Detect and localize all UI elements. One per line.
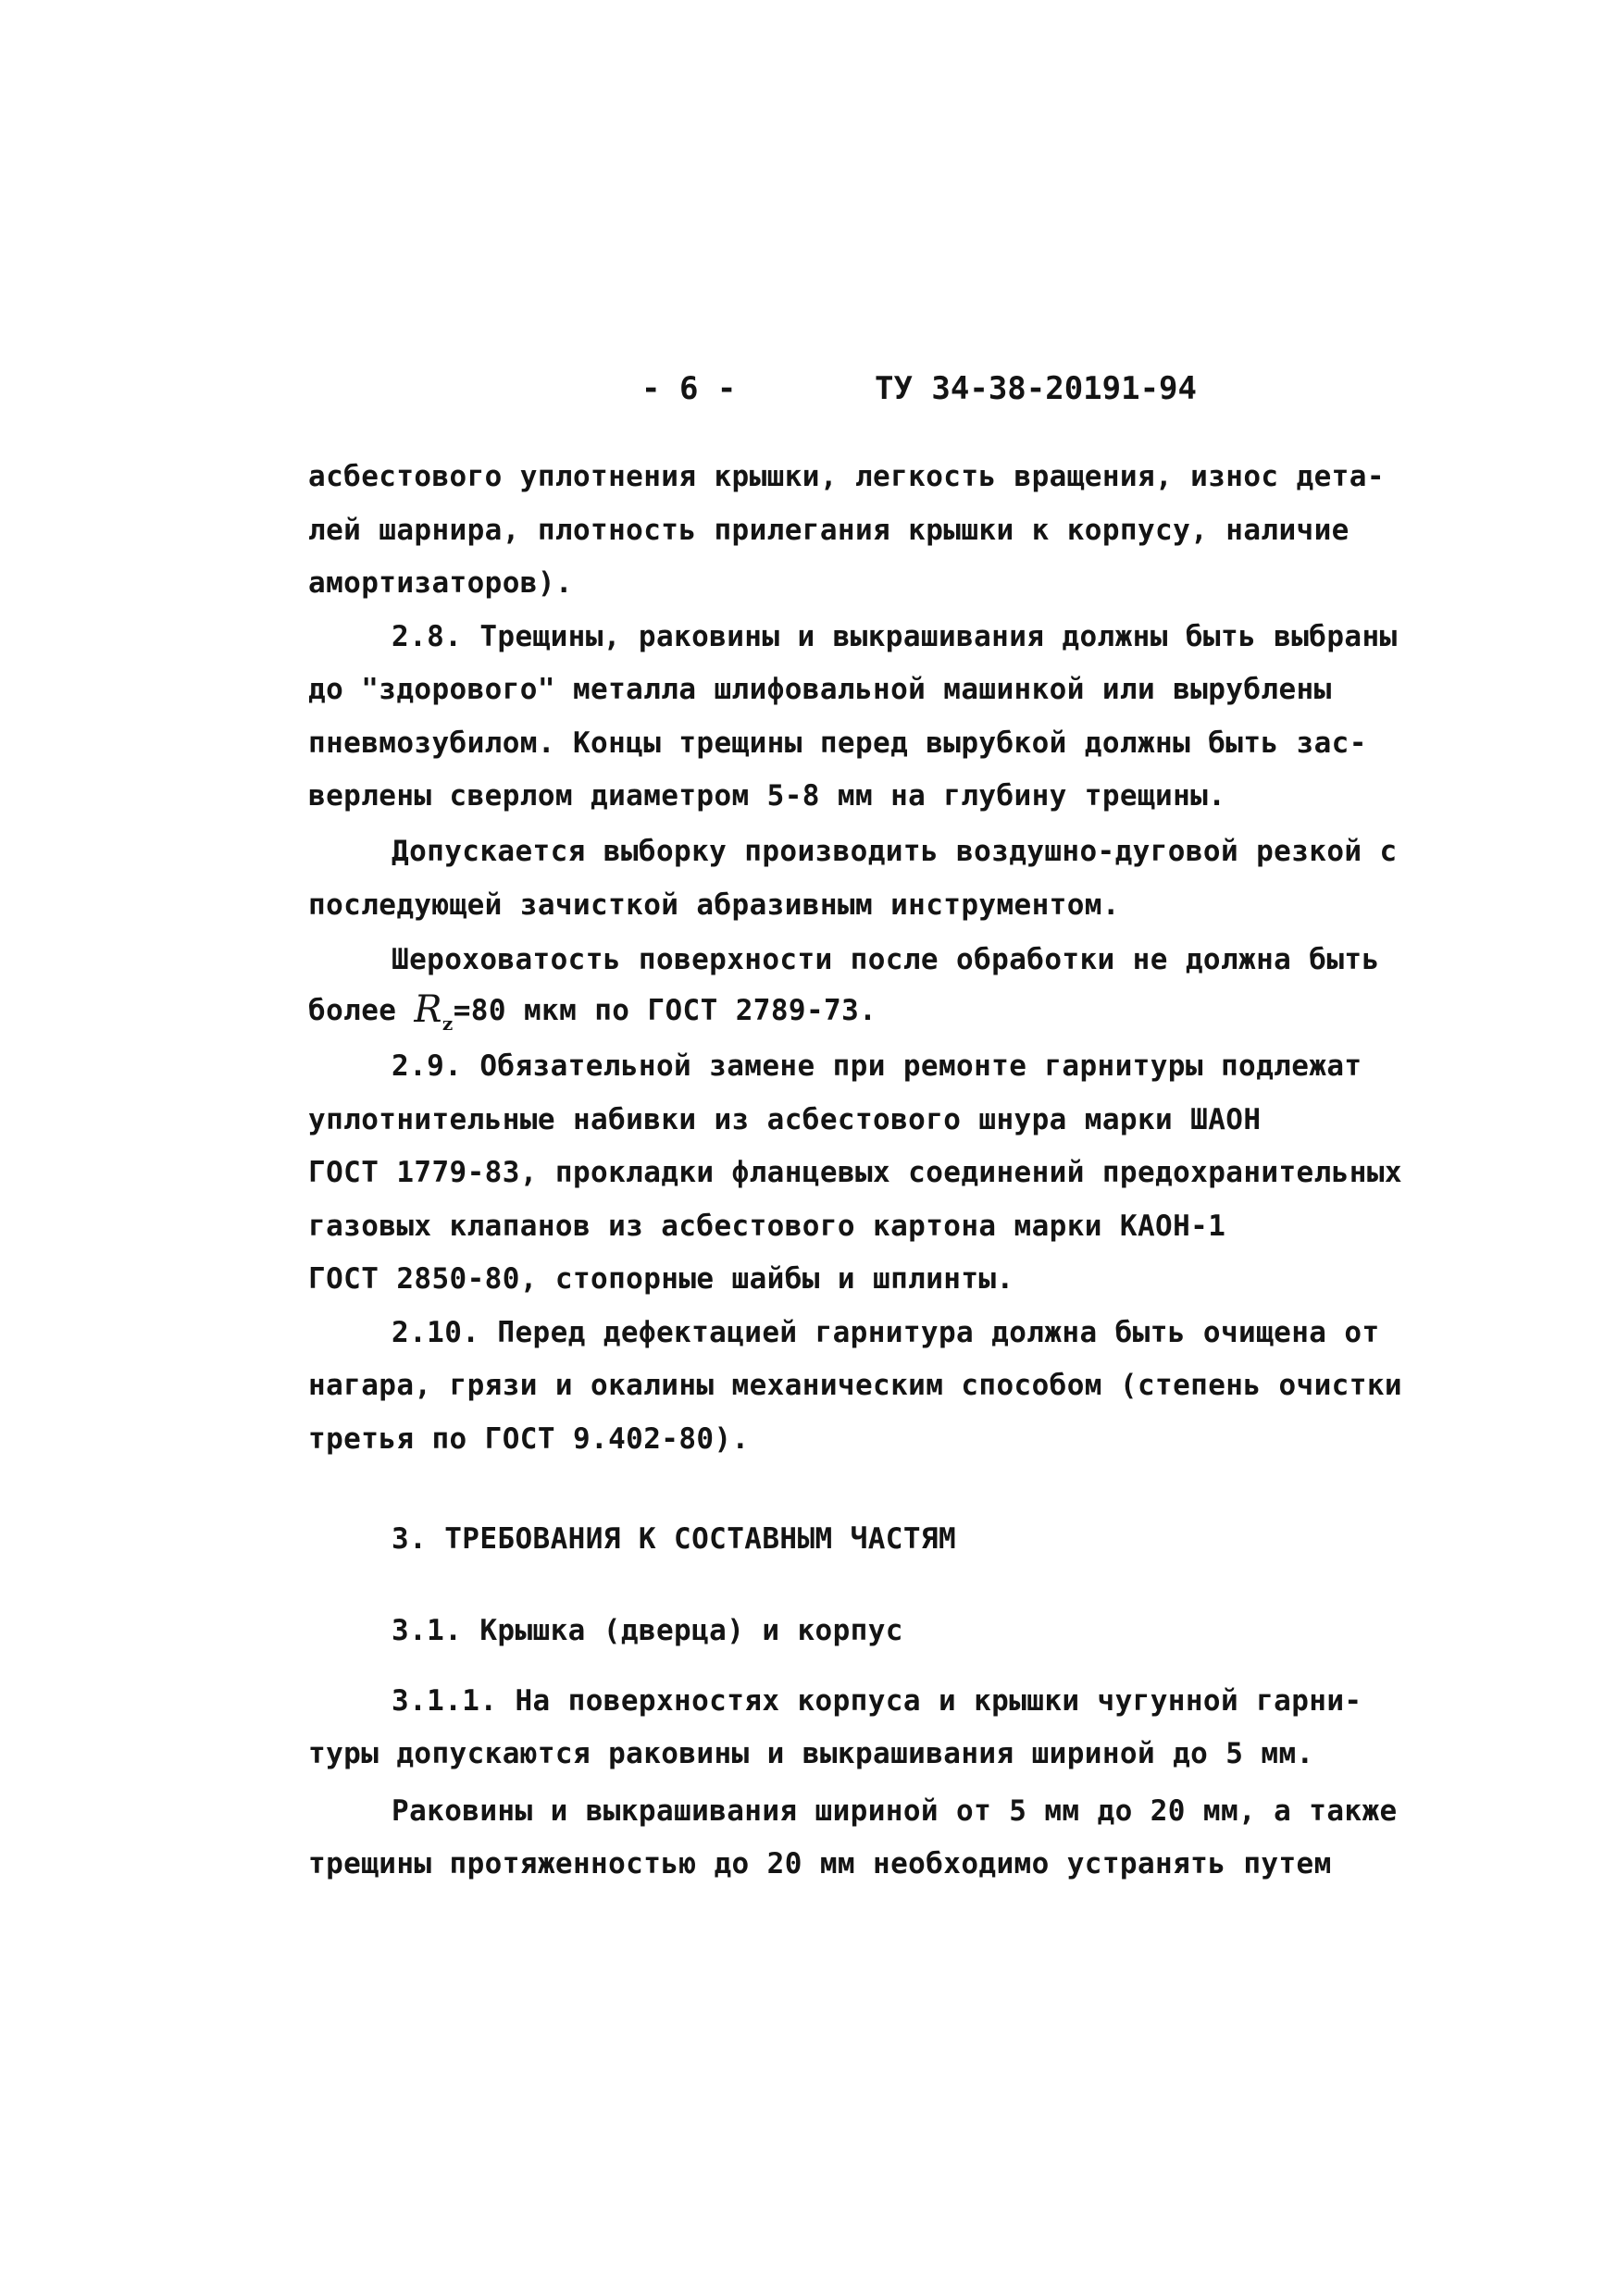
text-line: нагара, грязи и окалины механическим способом (степень очистки (308, 1369, 1402, 1402)
text-line: уплотнительные набивки из асбестового шнура марки ШАОН (308, 1103, 1262, 1136)
text-line: Шероховатость поверхности после обработки не должна быть (392, 943, 1380, 976)
text-line: пневмозубилом. Концы трещины перед вырубкой должны быть зас- (308, 726, 1367, 760)
text-line: ГОСТ 1779-83, прокладки фланцевых соединений предохранительных (308, 1156, 1402, 1189)
text-line: ГОСТ 2850-80, стопорные шайбы и шплинты. (308, 1262, 1014, 1296)
paragraph-3-1-1-start: 3.1.1. На поверхностях корпуса и крышки чугунной гарни- (392, 1684, 1362, 1718)
page-number: - 6 - (641, 370, 737, 407)
paragraph-2-9-start: 2.9. Обязательной замене при ремонте гарнитуры подлежат (392, 1049, 1362, 1083)
roughness-suffix: =80 мкм по ГОСТ 2789-73. (453, 994, 877, 1027)
text-line: лей шарнира, плотность прилегания крышки к корпусу, наличие (308, 514, 1350, 547)
text-line: до "здорового" металла шлифовальной машинкой или вырублены (308, 673, 1332, 706)
paragraph-2-10-start: 2.10. Перед дефектацией гарнитура должна быть очищена от (392, 1316, 1380, 1349)
paragraph-2-8-start: 2.8. Трещины, раковины и выкрашивания должны быть выбраны (392, 620, 1398, 653)
text-line: трещины протяженностью до 20 мм необходимо устранять путем (308, 1847, 1332, 1880)
section-3-heading: 3. ТРЕБОВАНИЯ К СОСТАВНЫМ ЧАСТЯМ (392, 1522, 957, 1556)
roughness-symbol: $R_z$ (414, 988, 454, 1035)
subsection-3-1-heading: 3.1. Крышка (дверца) и корпус (392, 1614, 903, 1647)
text-line: асбестового уплотнения крышки, легкость вращения, износ дета- (308, 460, 1385, 493)
text-line: Допускается выборку производить воздушно-дуговой резкой с (392, 835, 1398, 868)
document-code: ТУ 34-38-20191-94 (875, 370, 1197, 407)
text-line: последующей зачисткой абразивным инструментом. (308, 888, 1120, 922)
text-line: туры допускаются раковины и выкрашивания шириной до 5 мм. (308, 1737, 1314, 1770)
roughness-line (308, 988, 877, 1035)
text-line: газовых клапанов из асбестового картона марки КАОН-1 (308, 1210, 1226, 1243)
roughness-prefix: более (308, 994, 415, 1027)
text-line: амортизаторов). (308, 566, 573, 600)
text-line: Раковины и выкрашивания шириной от 5 мм до 20 мм, а также (392, 1794, 1398, 1828)
text-line: верлены сверлом диаметром 5-8 мм на глубину трещины. (308, 779, 1226, 813)
text-line: третья по ГОСТ 9.402-80). (308, 1422, 750, 1456)
